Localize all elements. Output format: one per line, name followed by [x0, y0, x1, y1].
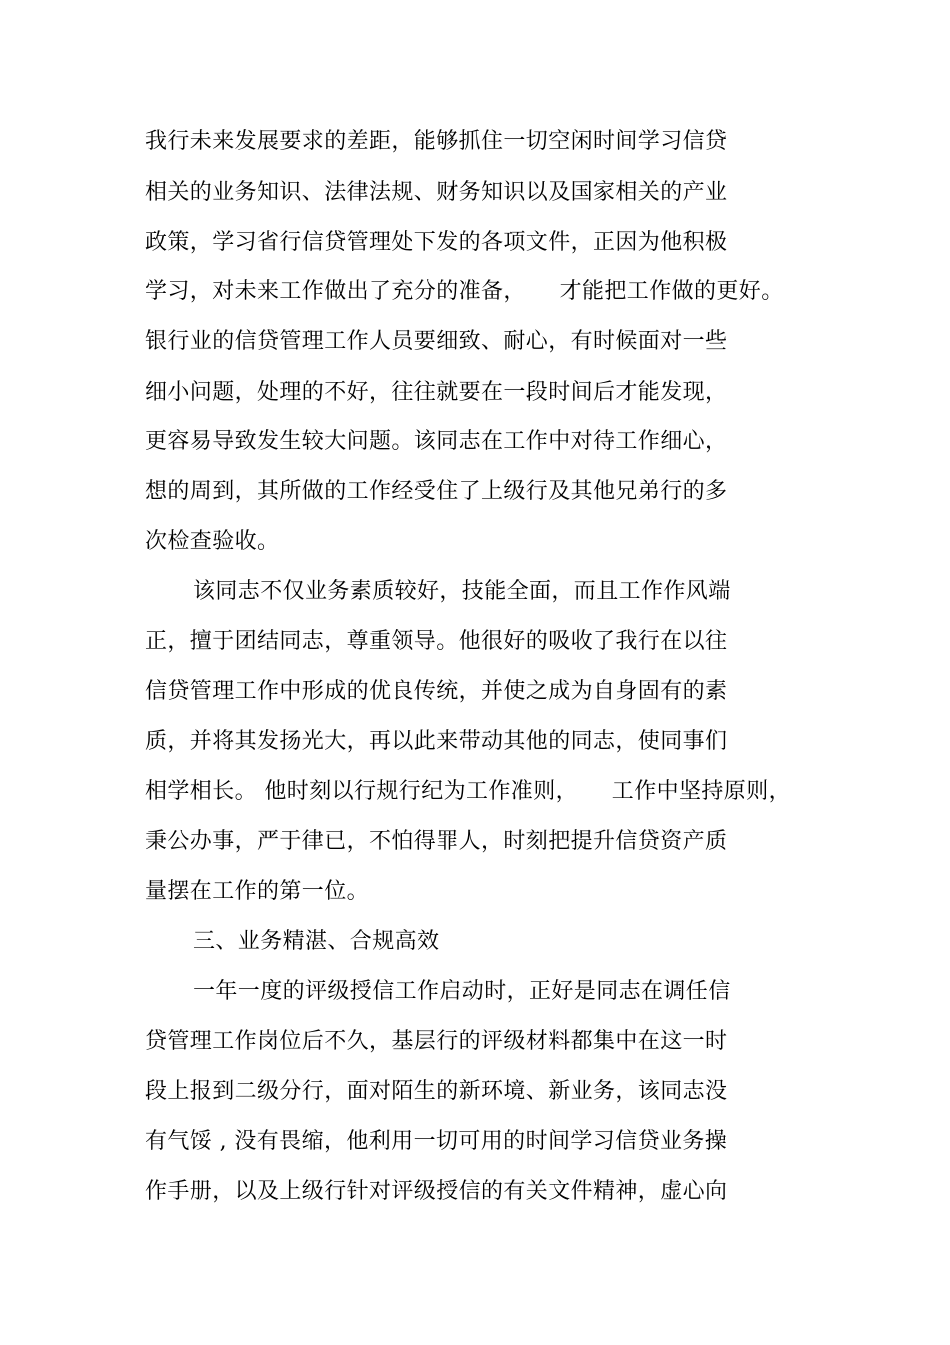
text-line: 作手册，以及上级行针对评级授信的有关文件精神，虚心向 [145, 1179, 728, 1204]
text-line: 银行业的信贷管理工作人员要细致、耐心，有时候面对一些 [145, 329, 728, 354]
text-line: 质，并将其发扬光大，再以此来带动其他的同志，使同事们 [145, 729, 728, 754]
text-line: 段上报到二级分行，面对陌生的新环境、新业务，该同志没 [145, 1079, 728, 1104]
text-line: 想的周到，其所做的工作经受住了上级行及其他兄弟行的多 [145, 479, 728, 504]
section-heading: 三、业务精湛、合规高效 [193, 929, 440, 954]
text-line: 学习，对未来工作做出了充分的准备， 才能把工作做的更好。 [145, 279, 784, 304]
text-line: 量摆在工作的第一位。 [145, 879, 370, 904]
text-line: 贷管理工作岗位后不久，基层行的评级材料都集中在这一时 [145, 1029, 728, 1054]
text-line: 信贷管理工作中形成的优良传统，并使之成为自身固有的素 [145, 679, 728, 704]
paragraph-first-line: 一年一度的评级授信工作启动时，正好是同志在调任信 [193, 979, 731, 1004]
paragraph-first-line: 该同志不仅业务素质较好，技能全面，而且工作作风端 [193, 579, 731, 604]
text-line: 细小问题，处理的不好，往往就要在一段时间后才能发现， [145, 380, 728, 405]
text-line: 相学相长。 他时刻以行规行纪为工作准则， 工作中坚持原则， [145, 779, 791, 804]
text-line: 相关的业务知识、法律法规、财务知识以及国家相关的产业 [145, 180, 728, 205]
text-line: 政策，学习省行信贷管理处下发的各项文件，正因为他积极 [145, 230, 728, 255]
text-line: 秉公办事，严于律已，不怕得罪人，时刻把提升信贷资产质 [145, 829, 728, 854]
text-line: 我行未来发展要求的差距，能够抓住一切空闲时间学习信贷 [145, 129, 728, 154]
text-line: 更容易导致发生较大问题。该同志在工作中对待工作细心， [145, 429, 728, 454]
text-line: 次检查验收。 [145, 529, 280, 554]
text-line: 有气馁 , 没有畏缩，他利用一切可用的时间学习信贷业务操 [145, 1129, 728, 1154]
text-line: 正，擅于团结同志，尊重领导。他很好的吸收了我行在以往 [145, 629, 728, 654]
